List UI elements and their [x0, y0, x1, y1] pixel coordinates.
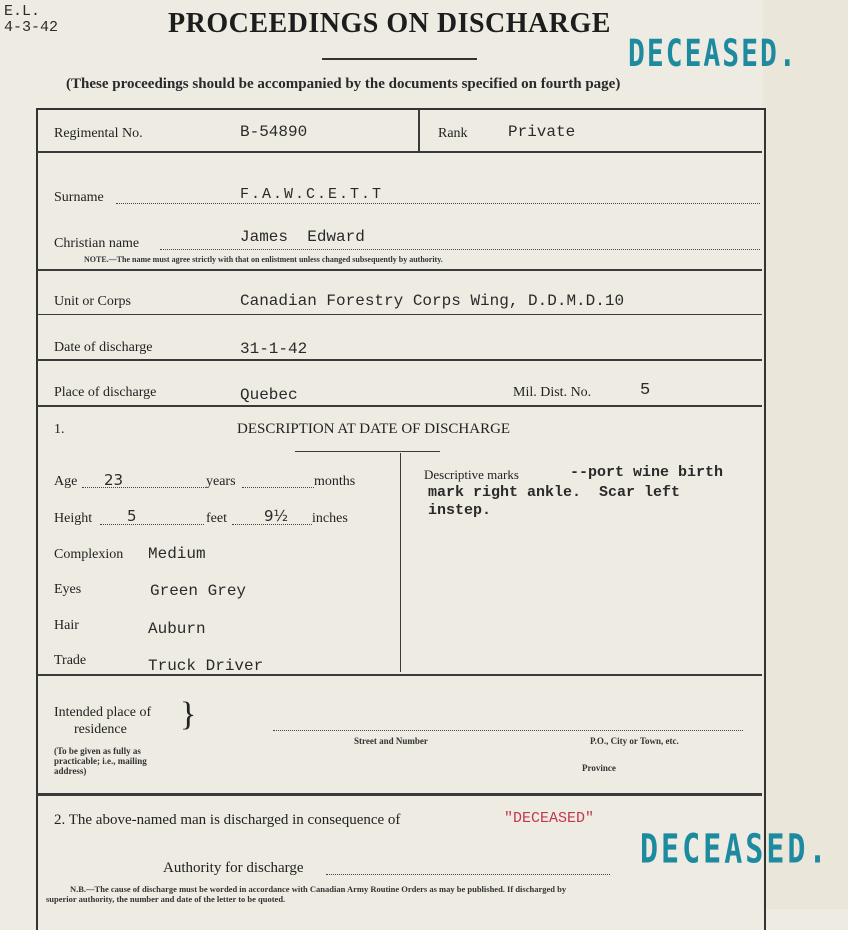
surname-dotted-line	[116, 203, 760, 204]
feet-label: feet	[206, 511, 227, 526]
date-of-discharge-label: Date of discharge	[54, 340, 153, 355]
deceased-stamp-bottom: DECEASED.	[640, 826, 830, 874]
height-label: Height	[54, 511, 93, 526]
age-dotted-line	[82, 487, 206, 488]
regimental-no-value: B-54890	[240, 123, 308, 141]
section-number-1: 1.	[54, 422, 65, 437]
street-label: Street and Number	[354, 736, 428, 746]
height-feet-value: 5	[127, 507, 137, 525]
feet-dotted-line	[100, 524, 204, 525]
height-inches-value: 9½	[264, 507, 289, 525]
discharge-cause: "DECEASED"	[504, 810, 595, 827]
complexion-value: Medium	[148, 545, 206, 563]
column-divider	[400, 453, 401, 672]
divider	[36, 405, 762, 407]
unit-value: Canadian Forestry Corps Wing, D.D.M.D.10	[240, 292, 625, 310]
title-underline	[322, 58, 477, 60]
description-heading: DESCRIPTION AT DATE OF DISCHARGE	[237, 421, 511, 437]
divider	[36, 151, 762, 153]
document-subtitle: (These proceedings should be accompanied by the documents specified on fourth page)	[66, 76, 621, 92]
descriptive-marks-line2: mark right ankle. Scar left	[428, 484, 681, 501]
place-of-discharge-value: Quebec	[240, 386, 298, 404]
complexion-label: Complexion	[54, 547, 124, 562]
divider	[36, 314, 762, 315]
trade-label: Trade	[54, 653, 87, 668]
discharge-clause: 2. The above-named man is discharged in consequence of	[54, 812, 401, 828]
divider	[36, 269, 762, 271]
heading-underline	[295, 451, 440, 452]
rank-value: Private	[508, 123, 576, 141]
deceased-stamp-top: DECEASED.	[628, 31, 798, 76]
form-box	[36, 108, 766, 930]
trade-value: Truck Driver	[148, 657, 264, 675]
nb-note-line2: superior authority, the number and date of the letter to be quoted.	[46, 894, 286, 904]
form-code: E.L. 4-3-42	[4, 3, 59, 36]
surname-value: F.A.W.C.E.T.T	[240, 186, 384, 203]
hair-value: Auburn	[148, 620, 206, 638]
regimental-no-label: Regimental No.	[54, 126, 143, 141]
mil-dist-no-label: Mil. Dist. No.	[513, 385, 592, 400]
divider	[36, 674, 762, 676]
place-of-discharge-label: Place of discharge	[54, 385, 157, 400]
authority-dotted-line	[326, 874, 610, 875]
christian-name-label: Christian name	[54, 236, 140, 251]
mil-dist-no-value: 5	[640, 381, 651, 400]
city-label: P.O., City or Town, etc.	[590, 736, 679, 746]
unit-label: Unit or Corps	[54, 294, 131, 309]
age-label: Age	[54, 474, 78, 489]
residence-hint: (To be given as fully as practicable; i.e., mailing address)	[54, 746, 147, 776]
page-edge	[763, 0, 848, 909]
document-title: PROCEEDINGS ON DISCHARGE	[168, 8, 611, 39]
authority-label: Authority for discharge	[163, 860, 304, 876]
years-label: years	[206, 474, 236, 489]
nb-note-line1: N.B.—The cause of discharge must be worded in accordance with Canadian Army Routine Orders as may be published. If discharged by	[70, 884, 567, 894]
divider	[36, 359, 762, 361]
province-label: Province	[582, 763, 616, 773]
eyes-value: Green Grey	[150, 582, 247, 600]
christian-name-dotted-line	[160, 249, 760, 250]
months-dotted-line	[242, 487, 314, 488]
divider	[36, 793, 762, 796]
date-of-discharge-value: 31-1-42	[240, 340, 308, 358]
hair-label: Hair	[54, 618, 79, 633]
eyes-label: Eyes	[54, 582, 82, 597]
descriptive-marks-label: Descriptive marks	[424, 467, 519, 482]
christian-name-value: James Edward	[240, 228, 365, 246]
surname-label: Surname	[54, 190, 104, 205]
divider	[418, 110, 420, 152]
name-note: NOTE.—The name must agree strictly with that on enlistment unless changed subsequently by authority.	[84, 255, 443, 264]
rank-label: Rank	[438, 126, 468, 141]
age-value: 23	[104, 471, 124, 489]
descriptive-marks-line1: --port wine birth	[570, 464, 724, 481]
months-label: months	[314, 474, 356, 489]
inches-label: inches	[312, 511, 348, 526]
residence-dotted-line	[273, 730, 743, 731]
residence-label: Intended place of residence	[54, 705, 152, 737]
descriptive-marks-line3: instep.	[428, 502, 492, 519]
brace-icon: }	[180, 696, 197, 733]
